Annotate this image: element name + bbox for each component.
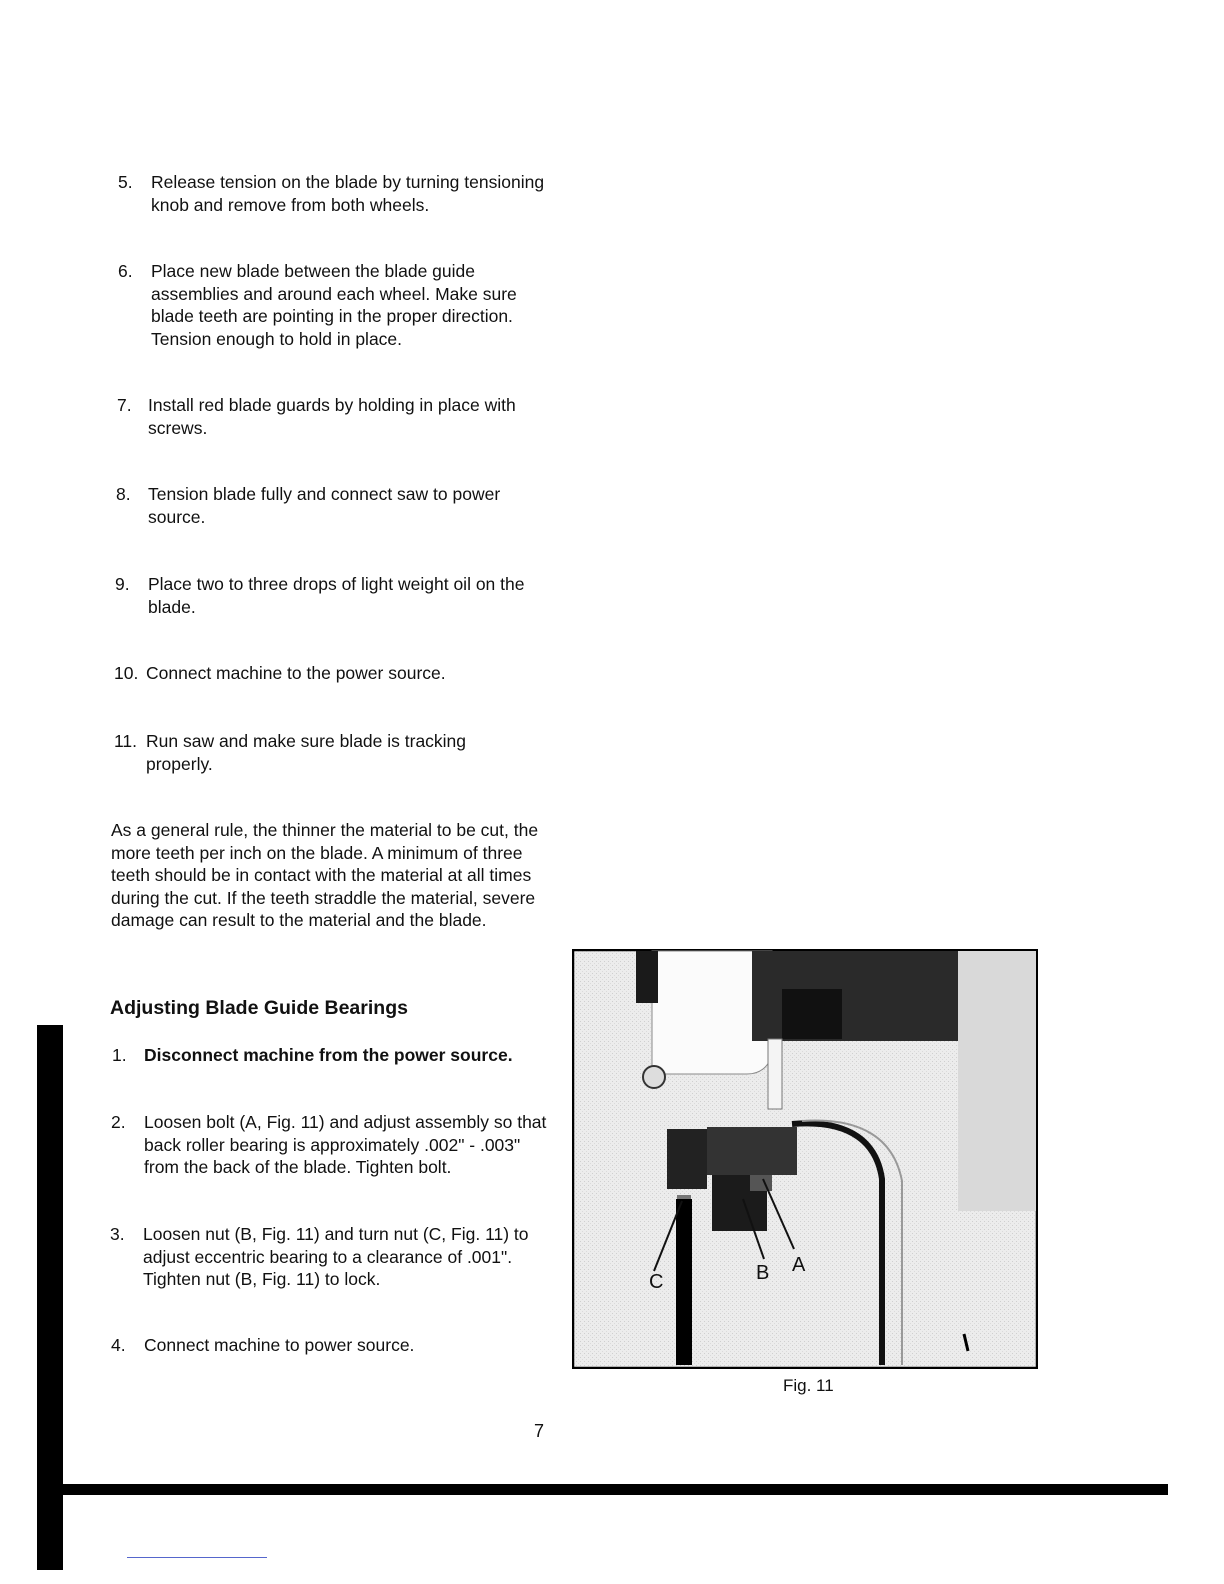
step-text: Install red blade guards by holding in place with screws. bbox=[148, 395, 516, 438]
step-number: 5. bbox=[118, 172, 133, 192]
step-text: Place two to three drops of light weight oil on the blade. bbox=[148, 574, 525, 617]
step-number: 9. bbox=[115, 574, 130, 594]
step-number: 1. bbox=[112, 1045, 127, 1065]
scan-bottom-bar bbox=[37, 1484, 1168, 1495]
page-number: 7 bbox=[534, 1421, 545, 1441]
step-number: 4. bbox=[111, 1335, 126, 1355]
step-number: 7. bbox=[117, 395, 132, 415]
fig-label-c: C bbox=[649, 1271, 664, 1293]
step-number: 3. bbox=[110, 1224, 125, 1244]
figure-caption: Fig. 11 bbox=[783, 1376, 834, 1395]
step-text: Loosen bolt (A, Fig. 11) and adjust assembly so that back roller bearing is approximately .002" - .003" from the back of the blade. Tighten bolt. bbox=[144, 1112, 547, 1177]
fig-label-b: B bbox=[756, 1262, 770, 1284]
step-text: Place new blade between the blade guide assemblies and around each wheel. Make sure blade teeth are pointing in the proper direction. Tension enough to hold in place. bbox=[151, 261, 517, 349]
step-number: 8. bbox=[116, 484, 131, 504]
fig-11-photo bbox=[572, 949, 1038, 1369]
step-text: Tension blade fully and connect saw to power source. bbox=[148, 484, 501, 527]
step-number: 10. bbox=[114, 663, 139, 683]
step-number: 11. bbox=[114, 731, 138, 751]
fig-label-a: A bbox=[792, 1254, 806, 1276]
footer-rule bbox=[127, 1557, 267, 1558]
step-number: 2. bbox=[111, 1112, 126, 1132]
step-text: Run saw and make sure blade is tracking properly. bbox=[146, 731, 467, 774]
step-text: Connect machine to the power source. bbox=[146, 663, 446, 683]
step-text: Disconnect machine from the power source. bbox=[144, 1045, 513, 1065]
step-text: Loosen nut (B, Fig. 11) and turn nut (C, Fig. 11) to adjust eccentric bearing to a clearance of .001". Tighten nut (B, Fig. 11) to lock. bbox=[143, 1224, 529, 1289]
step-text: Release tension on the blade by turning tensioning knob and remove from both wheels. bbox=[151, 172, 545, 215]
section-heading: Adjusting Blade Guide Bearings bbox=[110, 997, 408, 1019]
step-number: 6. bbox=[118, 261, 133, 281]
step-text: Connect machine to power source. bbox=[144, 1335, 415, 1355]
general-rule-paragraph: As a general rule, the thinner the material to be cut, the more teeth per inch on the blade. A minimum of three teeth should be in contact with the material at all times during the cut. If the teeth straddle the material, severe damage can result to the material and the blade. bbox=[111, 820, 539, 930]
